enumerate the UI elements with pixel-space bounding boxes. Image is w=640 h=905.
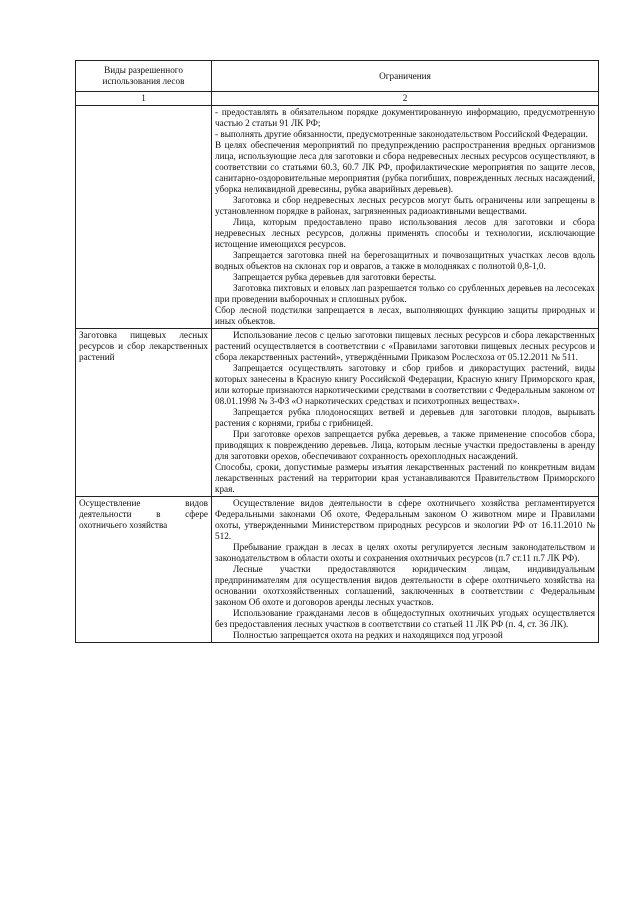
restriction-paragraph: При заготовке орехов запрещается рубка деревьев, а также применение способов сбора, приводящих к повреждению деревьев. Лица, которым лесные участки предоставлены в аренду для заготовки орехов, обеспечивают сохранность орехоплодных насаждений. [215,429,595,461]
restriction-paragraph: Лица, которым предоставлено право использования лесов для заготовки и сбора недревесных лесных ресурсов, должны применять способы и технологии, исключающие истощение имеющихся ресурсов. [215,217,595,249]
row-use-type: Осуществление видов деятельности в сфере охотничьего хозяйства [76,497,212,643]
restriction-paragraph: Использование лесов с целью заготовки пищевых лесных ресурсов и сбора лекарственных растений осуществляется в соответствии с «Правилами заготовки пищевых лесных ресурсов и сбора лекарственных растений», утверждёнными Приказом Рослесхоза от 05.12.2011 № 511. [215,330,595,362]
table-header-row [76,61,599,92]
restriction-paragraph: Осуществление видов деятельности в сфере охотничьего хозяйства регламентируется Федеральными законами Об охоте, Федеральным законом О животном мире и Правилами охоты, утвержденными Министерством природных ресурсов и экологии РФ от 16.11.2010 № 512. [215,498,595,541]
row-use-type [76,106,212,329]
restriction-paragraph: Запрещается осуществлять заготовку и сбор грибов и дикорастущих растений, виды которых занесены в Красную книгу Российской Федерации, Красную книгу Приморского края, или которые признаются наркотическими средствами в соответствии с Федеральным законом от 08.01.1998 № 3-ФЗ «О наркотических средствах и психотропных веществах». [215,363,595,406]
row-restrictions [212,106,599,329]
restriction-paragraph: - выполнять другие обязанности, предусмотренные законодательством Российской Федерации. [215,129,588,139]
table-row [76,497,599,643]
table-row [76,329,599,497]
restriction-paragraph: Запрещается заготовка пней на берегозащитных и почвозащитных участках лесов вдоль водных объектов на склонах гор и оврагов, а также в молодняках с полнотой 0,8-1,0. [215,250,595,271]
restriction-paragraph: Сбор лесной подстилки запрещается в лесах, выполняющих функцию защиты природных и иных объектов. [215,305,595,326]
restriction-paragraph: Пребывание граждан в лесах в целях охоты регулируется лесным законодательством и законодательством в области охоты и сохранения охотничьих ресурсов (п.7 ст.11 п.7 ЛК РФ). [215,542,595,563]
restriction-paragraph: Полностью запрещается охота на редких и находящихся под угрозой [233,630,503,640]
row-restrictions [212,329,599,497]
row-use-type: Заготовка пищевых лесных ресурсов и сбор лекарственных растений [76,329,212,497]
table-row [76,106,599,329]
restriction-paragraph: - предоставлять в обязательном порядке документированную информацию, предусмотренную частью 2 статьи 91 ЛК РФ; [215,107,595,128]
header-forest-use-types: Виды разрешенного использования лесов [76,61,212,92]
restriction-paragraph: Использование гражданами лесов в общедоступных охотничьих угодьях осуществляется без предоставления лесных участков в соответствии со статьей 11 ЛК РФ (п. 4, ст. 36 ЛК). [215,608,595,629]
restriction-paragraph: Способы, сроки, допустимые размеры изъятия лекарственных растений по конкретным видам лекарственных растений на территории края устанавливаются Правительством Приморского края. [215,462,595,494]
column-number-row [76,92,599,106]
header-restrictions: Ограничения [212,61,599,92]
column-number-2: 2 [212,92,599,106]
restriction-paragraph: Заготовка и сбор недревесных лесных ресурсов могут быть ограничены или запрещены в установленном порядке в районах, загрязненных радиоактивными веществами. [215,195,595,216]
restriction-paragraph: Лесные участки предоставляются юридическим лицам, индивидуальным предпринимателям для осуществления видов деятельности в сфере охотничьего хозяйства на основании охотхозяйственных соглашений, заключенных в соответствии с Федеральным законом Об охоте и договоров аренды лесных участков. [215,564,595,607]
restrictions-table [75,60,599,643]
restriction-paragraph: Заготовка пихтовых и еловых лап разрешается только со срубленных деревьев на лесосеках при проведении выборочных и сплошных рубок. [215,283,595,304]
restriction-paragraph: Запрещается рубка деревьев для заготовки бересты. [233,272,437,282]
row-restrictions [212,497,599,643]
restriction-paragraph: Запрещается рубка плодоносящих ветвей и деревьев для заготовки плодов, вырывать растения с корнями, грибы с грибницей. [215,407,595,428]
column-number-1: 1 [76,92,212,106]
restriction-paragraph: В целях обеспечения мероприятий по предупреждению распространения вредных организмов лица, использующие леса для заготовки и сбора недревесных лесных ресурсов осуществляют, в соответствии со статьями 60.3, 60.7 ЛК РФ, профилактические мероприятия по защите лесов, санитарно-оздоровительные мероприятия (рубка погибших, поврежденных лесных насаждений, уборка неликвидной древесины, рубка аварийных деревьев). [215,140,595,194]
